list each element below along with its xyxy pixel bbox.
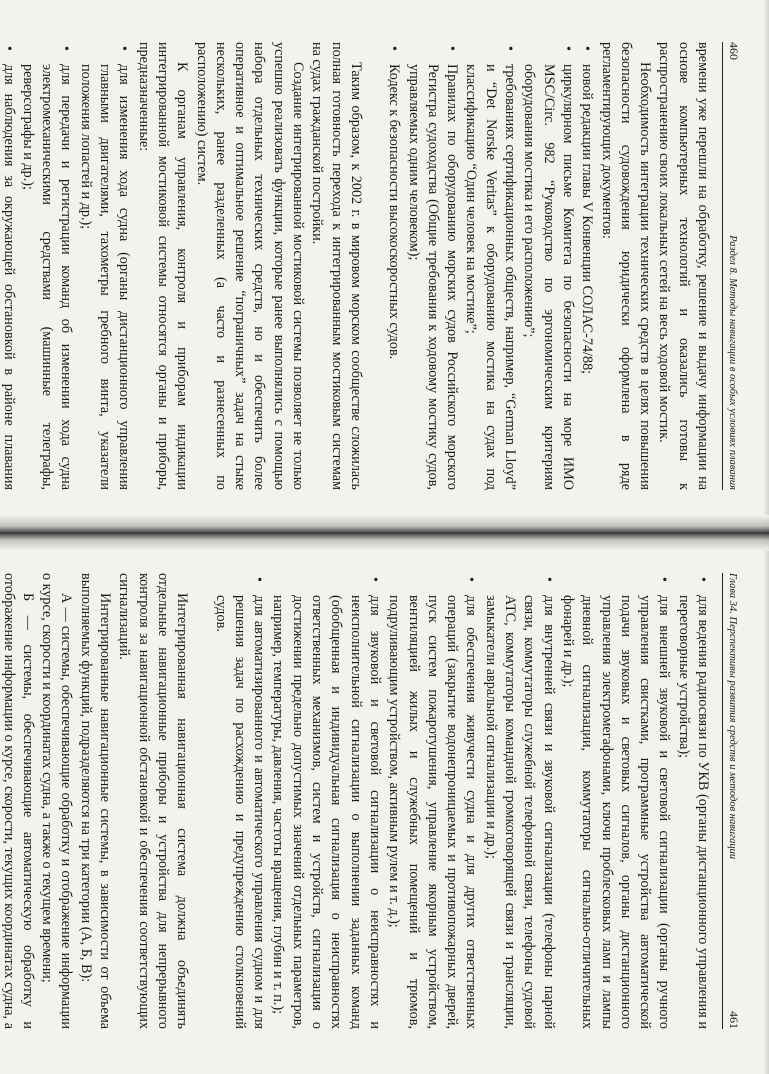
list-item: • новой редакции главы V Конвенции СОЛАС-74/88; — [577, 42, 596, 490]
list-item: • Правилах по оборудованию морских судов Российского морского Регистра судоходства (Общие требования к ходовому мостику судов, управляемых одним человеком); — [403, 42, 461, 490]
right-page-number: 461 — [727, 1011, 741, 1029]
list-item: • для внутренней связи и звуковой сигнализации (телефоны парной связи, коммутаторы служебной телефонной связи, телефоны судовой АТС, коммутаторы командной громкоговорящей связи и трансляции, замыкатели авральной сигнализации и др.); — [480, 573, 557, 1029]
paragraph: Б — системы, обеспечивающие автоматическую обработку и отображение информации о курсе, скорости, текущих координатах судна, а — [0, 573, 36, 1029]
paragraph: Интегрированная навигационная система должна объединять отдельные навигационные приборы и устройства для непрерывного контроля за навигационной обстановкой и обеспечения соответствующих сигнализаций. — [116, 573, 191, 1029]
paragraph: Таким образом, к 2002 г. в мировом морском сообществе сложилась полная готовность перехода к интегрированным мостиковым системам на судах гражданской постройки. — [309, 42, 364, 490]
right-running-head — [722, 573, 741, 1029]
list-item: • для внешней звуковой и световой сигнализации (органы ручного управления свистками, программные устройства автоматической подачи звуковых и световых сигналов, органы дистанционного управления электромегафонами, ключи проблесковых ламп и лампы дневной сигнализации, коммутаторы сигнально-отличительных фонарей и др.); — [558, 573, 674, 1029]
bullet-list — [384, 42, 596, 490]
list-item: • для обеспечения живучести судна и для других ответственных операций (закрытие водонепроницаемых и противопожарных дверей, пуск систем пожаротушения, управление якорным устройством, вентиляцией жилых и служебных помещений и трюмов, подруливающим устройством, активным рулем и т. д.); — [384, 573, 480, 1029]
paragraph: Создание интегрированной мостиковой системы позволяет не только успешно реализовать функции, которые ранее выполнялись с помощью набора отдельных технических средств, но и обеспечить более оперативное и оптимальное решение “пограничных” задач на стыке нескольких, ранее разделенных (а часто и разнесенных по расположению) систем. — [193, 42, 307, 490]
paragraph: К органам управления, контроля и приборам индикации интегрированной мостиковой системы относятся органы и приборы, предназначенные: — [135, 42, 191, 490]
left-running-title: Раздел 8. Методы навигации в особых условиях плавания — [727, 235, 738, 490]
list-item: • для звуковой и световой сигнализации о неисправностях и неисполнительной сигнализации о выполнении заданных команд (обобщенная и индивидуальная сигнализация о неисправностях ответственных механизмов, систем и устройств, сигнализация о достижении предельно допустимых значений отдельных параметров, например, температуры, давления, частоты вращения, глубин и т. п.); — [268, 573, 384, 1029]
list-item: • для передачи и регистрации команд об изменении хода судна электромеханическими средствами (машинные телеграфы, реверсографы и др.); — [18, 42, 76, 490]
paragraph: времени уже перешли на обработку, решение и выдачу информации на основе компьютерных технологий и оказались готовы к распространению своих локальных сетей на весь ходовой мостик. — [656, 42, 711, 490]
right-page-body — [0, 573, 712, 1029]
left-page-body — [0, 42, 712, 490]
paragraph: Интегрированные навигационные системы, в зависимости от объема выполняемых функций, подразделяются на три категории (А, Б, В): — [77, 573, 114, 1029]
paragraph: Необходимость интеграции технических средств в целях повышения безопасности судовождения юридически оформлена в ряде регламентирующих документов: — [598, 42, 654, 490]
right-page — [0, 545, 769, 1065]
paragraph: А — системы, обеспечивающие обработку и отображение информации о курсе, скорости и координатах судна, а также о текущем времени; — [39, 573, 75, 1029]
list-item: • требованиях сертификационных обществ, например, “German Lloyd” и “Det Norske Veritas” к оборудованию мостика на судах под классификацию “Один человек на мостике”; — [461, 42, 519, 490]
bullet-list — [210, 573, 712, 1029]
list-item: • Кодекс к безопасности высокоскоростных судов. — [384, 42, 403, 490]
left-page-number: 460 — [727, 42, 741, 60]
list-item: • для изменения хода судна (органы дистанционного управления главными двигателями, тахометры гребного винта, указатели положения лопастей и др.); — [76, 42, 134, 490]
list-item: • для автоматизированного и автоматического управления судном и для решения задач по расхождению и предупреждению столкновений судов. — [210, 573, 268, 1029]
right-running-title: Глава 34. Перспективы развития средств и методов навигации — [727, 573, 738, 860]
left-page — [0, 0, 769, 520]
left-running-head — [722, 42, 741, 490]
bullet-list — [0, 42, 133, 490]
list-item: • циркулярном письме Комитета по безопасности на море ИМО MSC/Circ. 982 “Руководство по эргономическим критериям оборудования мостика и его расположению”; — [519, 42, 577, 490]
list-item: • для наблюдения за окружающей обстановкой в районе плавания — [0, 42, 18, 490]
list-item: • для ведения радиосвязи по УКВ (органы дистанционного управления и переговорные устройства); — [673, 573, 712, 1029]
